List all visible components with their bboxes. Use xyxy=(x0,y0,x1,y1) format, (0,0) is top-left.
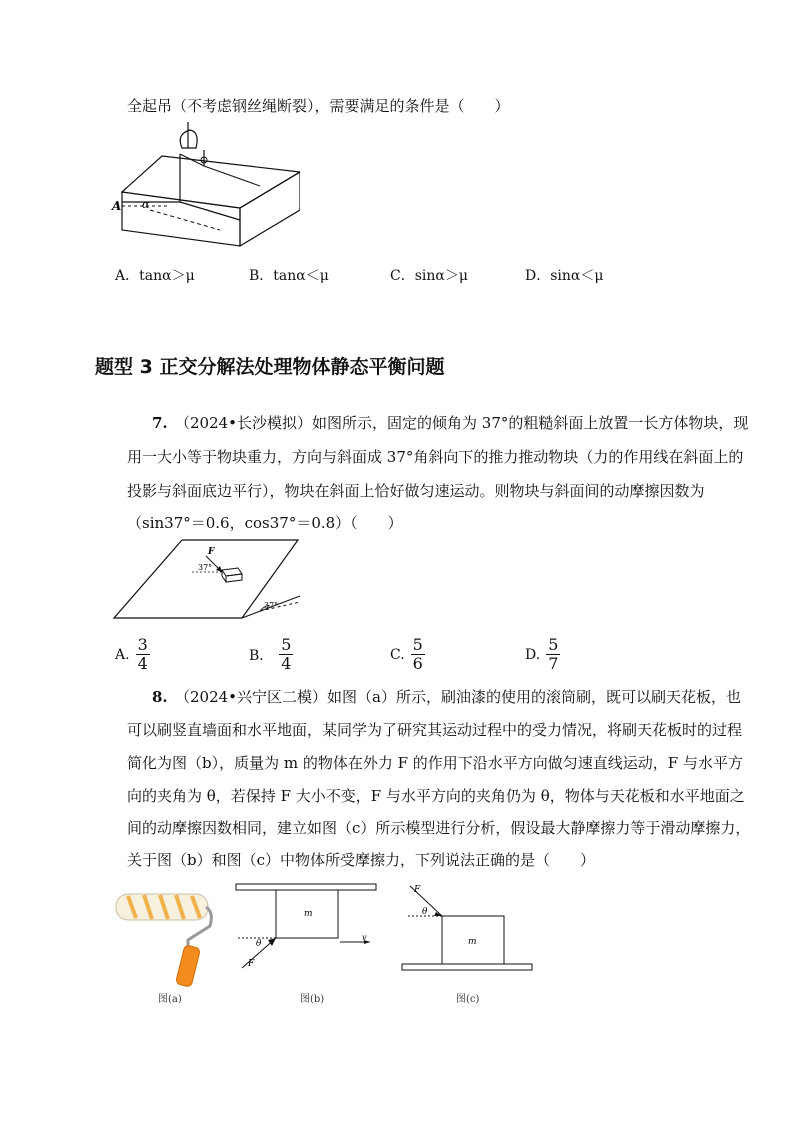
q6-fig-label-A: A xyxy=(112,199,122,213)
q7-option-c: C. 5 6 xyxy=(390,635,423,673)
q8-figure-b-caption: 图(b) xyxy=(300,994,325,1005)
q8-line-6: 关于图（b）和图（c）中物体所受摩擦力，下列说法正确的是（ ） xyxy=(127,851,596,869)
q7-line-3: 投影与斜面底边平行），物块在斜面上恰好做匀速运动。则物块与斜面间的动摩擦因数为 xyxy=(127,482,705,500)
q8-fig-c-F: F xyxy=(414,885,421,895)
q6-figure-block-crane xyxy=(110,120,300,260)
q7-fig-label-F: F xyxy=(208,547,215,557)
q8-fig-b-v: v xyxy=(362,933,367,942)
q8-fig-c-mass: m xyxy=(468,937,477,947)
q7-line-1: （2024•长沙模拟）如图所示，固定的倾角为 37°的粗糙斜面上放置一长方体物块，现 xyxy=(175,414,749,432)
q8-figure-a-caption: 图(a) xyxy=(158,994,182,1005)
q6-option-c: C．sinα＞μ xyxy=(390,268,468,284)
q8-line-4: 向的夹角为 θ，若保持 F 大小不变，F 与水平方向的夹角仍为 θ，物体与天花板和水平地面之 xyxy=(127,787,745,805)
q8-line-3: 简化为图（b），质量为 m 的物体在外力 F 的作用下沿水平方向做匀速直线运动，F 与水平方 xyxy=(127,754,743,772)
q7-option-d: D. 5 7 xyxy=(525,635,559,673)
q8-fig-b-F: F xyxy=(248,959,255,969)
q6-fig-label-alpha: α xyxy=(142,198,150,211)
q8-figure-c-floor xyxy=(398,880,538,980)
q8-figure-a-paint-roller xyxy=(110,880,220,990)
section-title: 题型 3 正交分解法处理物体静态平衡问题 xyxy=(95,356,445,378)
q8-fig-b-mass: m xyxy=(304,909,313,919)
q6-option-b: B．tanα＜μ xyxy=(249,268,329,284)
q7-fig-angle-1: 37° xyxy=(198,563,213,572)
q6-option-a: A．tanα＞μ xyxy=(115,268,195,284)
q7-fig-angle-2: 37° xyxy=(264,601,279,610)
q6-stem-tail: 全起吊（不考虑钢丝绳断裂），需要满足的条件是（ ） xyxy=(127,97,510,115)
q8-line-5: 间的动摩擦因数相同，建立如图（c）所示模型进行分析，假设最大静摩擦力等于滑动摩擦力， xyxy=(127,819,751,837)
q7-number: 7. xyxy=(152,414,168,432)
q7-line-4: （sin37°＝0.6，cos37°＝0.8）（ ） xyxy=(127,514,403,532)
q7-line-2: 用一大小等于物块重力，方向与斜面成 37°角斜向下的推力推动物块（力的作用线在斜面上的 xyxy=(127,448,744,466)
q7-option-a: A. 3 4 xyxy=(115,635,148,673)
q8-line-1: （2024•兴宁区二模）如图（a）所示，刷油漆的使用的滚筒刷，既可以刷天花板，也 xyxy=(175,688,741,706)
q7-option-b: B． 5 4 xyxy=(249,635,292,673)
q6-option-d: D．sinα＜μ xyxy=(525,268,604,284)
q8-number: 8. xyxy=(152,688,168,706)
q8-line-2: 可以刷竖直墙面和水平地面，某同学为了研究其运动过程中的受力情况，将刷天花板时的过程 xyxy=(127,721,743,739)
q8-figure-b-ceiling xyxy=(232,880,382,980)
q8-fig-b-theta: θ xyxy=(256,939,262,949)
q8-fig-c-theta: θ xyxy=(422,907,428,917)
q8-figure-c-caption: 图(c) xyxy=(456,994,480,1005)
q7-figure-incline xyxy=(110,530,310,630)
